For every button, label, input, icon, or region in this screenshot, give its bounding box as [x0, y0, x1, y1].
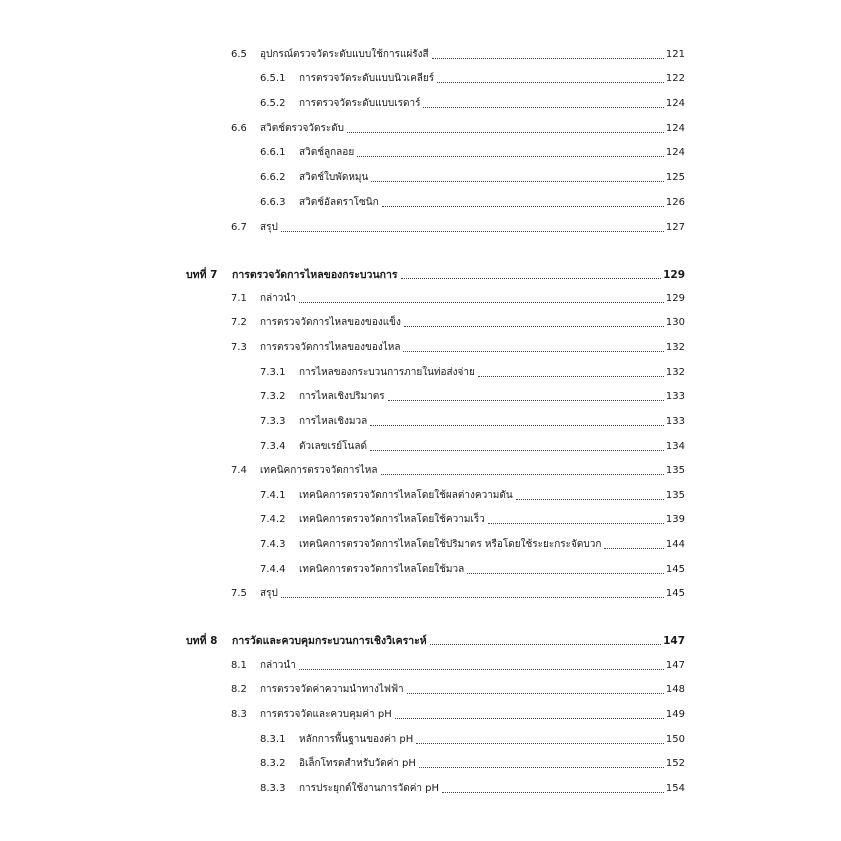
- dot-leader: [381, 473, 664, 475]
- toc-row: [0, 681, 841, 699]
- dot-leader: [395, 717, 664, 719]
- toc-title: การตรวจวัดระดับแบบนิวเคลียร์: [299, 73, 435, 84]
- toc-entry: [260, 681, 685, 699]
- toc-row: [0, 194, 841, 212]
- toc-entry: [299, 561, 685, 579]
- toc-page-number: 135: [665, 490, 685, 501]
- toc-page-number: 135: [665, 465, 685, 476]
- toc-title: การตรวจวัดการไหลของกระบวนการ: [232, 269, 398, 281]
- toc-row: [0, 731, 841, 749]
- dot-leader: [416, 742, 664, 744]
- toc-title: อิเล็กโทรดสำหรับวัดค่า pH: [299, 758, 416, 769]
- toc-page-number: 130: [665, 317, 685, 328]
- toc-page-number: 144: [665, 539, 685, 550]
- toc-number: 8.3.2: [260, 758, 286, 769]
- toc-number: 8.3: [231, 709, 247, 720]
- toc-number: 7.5: [231, 588, 247, 599]
- dot-leader: [281, 230, 664, 232]
- toc-entry: [299, 755, 685, 773]
- dot-leader: [442, 791, 664, 793]
- toc-title: เทคนิคการตรวจวัดการไหล: [260, 465, 378, 476]
- toc-page-number: 145: [665, 588, 685, 599]
- toc-row: [0, 219, 841, 237]
- toc-page-number: 121: [665, 49, 685, 60]
- toc-title: การไหลของกระบวนการภายในท่อส่งจ่าย: [299, 367, 475, 378]
- toc-number: 7.2: [231, 317, 247, 328]
- toc-row: [0, 706, 841, 724]
- toc-entry: [232, 632, 685, 650]
- dot-leader: [281, 596, 664, 598]
- toc-title: การวัดและควบคุมกระบวนการเชิงวิเคราะห์: [232, 635, 427, 647]
- toc-number: 7.3.4: [260, 441, 286, 452]
- dot-leader: [382, 205, 664, 207]
- toc-page-number: 149: [665, 709, 685, 720]
- toc-entry: [299, 731, 685, 749]
- toc-row: [0, 438, 841, 456]
- toc-number: 6.6.1: [260, 147, 286, 158]
- toc-number: 7.4: [231, 465, 247, 476]
- toc-entry: [260, 657, 685, 675]
- toc-entry: [260, 120, 685, 138]
- toc-number: 6.6.2: [260, 172, 286, 183]
- toc-title: การไหลเชิงมวล: [299, 416, 368, 427]
- toc-number: 8.1: [231, 660, 247, 671]
- toc-entry: [260, 339, 685, 357]
- toc-number: 7.4.3: [260, 539, 286, 550]
- toc-number: 7.3.2: [260, 391, 286, 402]
- toc-entry: [299, 388, 685, 406]
- toc-title: สวิตช์ลูกลอย: [299, 147, 355, 158]
- toc-number: 7.4.1: [260, 490, 286, 501]
- dot-leader: [516, 498, 664, 500]
- toc-number: 8.3.3: [260, 783, 286, 794]
- toc-row: [0, 120, 841, 138]
- toc-page-number: 150: [665, 734, 685, 745]
- toc-number: 8.3.1: [260, 734, 286, 745]
- toc-page-number: 132: [665, 342, 685, 353]
- toc-row: [0, 290, 841, 308]
- dot-leader: [432, 57, 664, 59]
- toc-number: 6.5.2: [260, 98, 286, 109]
- toc-chapter-row: [0, 266, 841, 284]
- toc-title: เทคนิคการตรวจวัดการไหลโดยใช้มวล: [299, 564, 465, 575]
- toc-number: 6.7: [231, 222, 247, 233]
- dot-leader: [407, 692, 664, 694]
- dot-leader: [478, 375, 664, 377]
- toc-number: 7.3.1: [260, 367, 286, 378]
- toc-entry: [260, 314, 685, 332]
- toc-row: [0, 561, 841, 579]
- toc-title: สรุป: [260, 588, 278, 599]
- toc-entry: [299, 194, 685, 212]
- toc-page-number: 147: [665, 660, 685, 671]
- toc-title: การไหลเชิงปริมาตร: [299, 391, 385, 402]
- toc-page-number: 124: [665, 98, 685, 109]
- toc-row: [0, 169, 841, 187]
- toc-number: 6.5.1: [260, 73, 286, 84]
- toc-row: [0, 536, 841, 554]
- toc-entry: [232, 266, 685, 284]
- toc-page-number: 125: [665, 172, 685, 183]
- toc-entry: [299, 364, 685, 382]
- toc-page-number: 134: [665, 441, 685, 452]
- dot-leader: [404, 325, 664, 327]
- toc-row: [0, 70, 841, 88]
- toc-title: เทคนิคการตรวจวัดการไหลโดยใช้ผลต่างความดัน: [299, 490, 513, 501]
- toc-row: [0, 314, 841, 332]
- toc-page-number: 124: [665, 123, 685, 134]
- toc-page-number: 139: [665, 514, 685, 525]
- toc-number: 7.1: [231, 293, 247, 304]
- toc-entry: [299, 511, 685, 529]
- toc-title: การตรวจวัดและควบคุมค่า pH: [260, 709, 392, 720]
- dot-leader: [467, 572, 664, 574]
- toc-title: อุปกรณ์ตรวจวัดระดับแบบใช้การแผ่รังสี: [260, 49, 429, 60]
- toc-title: การตรวจวัดการไหลของของไหล: [260, 342, 401, 353]
- toc-title: ตัวเลขเรย์โนลด์: [299, 441, 367, 452]
- toc-title: เทคนิคการตรวจวัดการไหลโดยใช้ปริมาตร หรือโดยใช้ระยะกระจัดบวก: [299, 539, 602, 550]
- toc-entry: [299, 95, 685, 113]
- toc-title: สรุป: [260, 222, 278, 233]
- dot-leader: [403, 350, 663, 352]
- toc-page-number: 124: [665, 147, 685, 158]
- toc-entry: [260, 585, 685, 603]
- toc-entry: [299, 438, 685, 456]
- toc-number: 7.4.4: [260, 564, 286, 575]
- toc-row: [0, 755, 841, 773]
- toc-page-number: 122: [665, 73, 685, 84]
- toc-title: สวิตช์ใบพัดหมุน: [299, 172, 369, 183]
- toc-row: [0, 46, 841, 64]
- dot-leader: [430, 643, 661, 645]
- toc-title: กล่าวนำ: [260, 660, 296, 671]
- toc-entry: [299, 144, 685, 162]
- toc-title: การตรวจวัดระดับแบบเรดาร์: [299, 98, 421, 109]
- toc-row: [0, 144, 841, 162]
- toc-entry: [260, 290, 685, 308]
- dot-leader: [370, 449, 664, 451]
- toc-page-number: 133: [665, 416, 685, 427]
- toc-number: 6.5: [231, 49, 247, 60]
- toc-number: บทที่ 7: [186, 269, 218, 281]
- toc-page-number: 152: [665, 758, 685, 769]
- toc-row: [0, 339, 841, 357]
- dot-leader: [437, 81, 664, 83]
- dot-leader: [299, 301, 664, 303]
- toc-page-number: 126: [665, 197, 685, 208]
- toc-entry: [299, 487, 685, 505]
- toc-number: 7.3: [231, 342, 247, 353]
- toc-entry: [260, 46, 685, 64]
- dot-leader: [370, 424, 664, 426]
- toc-row: [0, 413, 841, 431]
- toc-title: กล่าวนำ: [260, 293, 296, 304]
- toc-row: [0, 511, 841, 529]
- toc-row: [0, 585, 841, 603]
- toc-page-number: 147: [663, 635, 685, 647]
- toc-row: [0, 95, 841, 113]
- toc-row: [0, 657, 841, 675]
- toc-entry: [260, 462, 685, 480]
- toc-entry: [299, 536, 685, 554]
- toc-entry: [299, 70, 685, 88]
- toc-title: การประยุกต์ใช้งานการวัดค่า pH: [299, 783, 440, 794]
- toc-page-number: 148: [665, 684, 685, 695]
- toc-row: [0, 462, 841, 480]
- toc-page-number: 154: [665, 783, 685, 794]
- toc-page-number: 132: [665, 367, 685, 378]
- dot-leader: [423, 106, 663, 108]
- toc-row: [0, 487, 841, 505]
- toc-title: สวิตช์อัลตราโซนิก: [299, 197, 379, 208]
- toc-entry: [260, 706, 685, 724]
- toc-entry: [299, 780, 685, 798]
- toc-page-number: 133: [665, 391, 685, 402]
- dot-leader: [299, 668, 664, 670]
- dot-leader: [347, 131, 664, 133]
- dot-leader: [604, 547, 664, 549]
- toc-title: หลักการพื้นฐานของค่า pH: [299, 734, 414, 745]
- toc-chapter-row: [0, 632, 841, 650]
- toc-title: การตรวจวัดการไหลของของแข็ง: [260, 317, 401, 328]
- toc-title: การตรวจวัดค่าความนำทางไฟฟ้า: [260, 684, 404, 695]
- toc-page-number: 145: [665, 564, 685, 575]
- toc-row: [0, 780, 841, 798]
- toc-number: บทที่ 8: [186, 635, 218, 647]
- toc-title: สวิตช์ตรวจวัดระดับ: [260, 123, 345, 134]
- toc-number: 6.6.3: [260, 197, 286, 208]
- dot-leader: [357, 155, 664, 157]
- toc-page-number: 129: [663, 269, 685, 281]
- dot-leader: [388, 399, 664, 401]
- toc-row: [0, 364, 841, 382]
- dot-leader: [371, 180, 664, 182]
- dot-leader: [419, 766, 664, 768]
- toc-entry: [299, 169, 685, 187]
- toc-entry: [260, 219, 685, 237]
- toc-number: 6.6: [231, 123, 247, 134]
- toc-number: 7.4.2: [260, 514, 286, 525]
- toc-number: 8.2: [231, 684, 247, 695]
- toc-title: เทคนิคการตรวจวัดการไหลโดยใช้ความเร็ว: [299, 514, 485, 525]
- toc-number: 7.3.3: [260, 416, 286, 427]
- toc-entry: [299, 413, 685, 431]
- toc-row: [0, 388, 841, 406]
- toc-page-number: 127: [665, 222, 685, 233]
- toc-page-number: 129: [665, 293, 685, 304]
- dot-leader: [488, 522, 664, 524]
- dot-leader: [401, 277, 662, 279]
